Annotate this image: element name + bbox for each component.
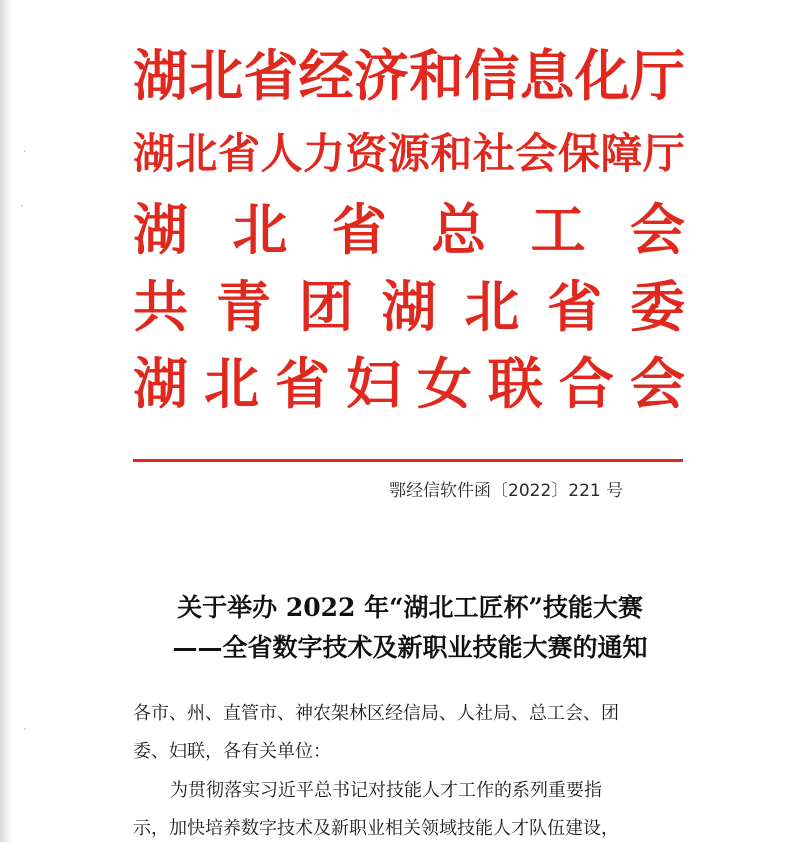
organization-char: 化 xyxy=(574,44,630,108)
organization-char: 委 xyxy=(629,275,685,339)
organization-char: 联 xyxy=(487,352,543,416)
organization-char: 保 xyxy=(557,129,600,178)
organization-char: 资 xyxy=(345,129,388,178)
organization-char: 源 xyxy=(387,129,430,178)
organization-char: 人 xyxy=(260,129,303,178)
organization-char: 湖 xyxy=(133,44,189,108)
organization-char: 厅 xyxy=(642,129,685,178)
organization-char: 总 xyxy=(431,198,487,262)
organization-char: 息 xyxy=(519,44,575,108)
organization-name xyxy=(133,269,685,346)
organization-char: 厅 xyxy=(629,44,685,108)
body-text-line: 各市、州、直管市、神农架林区经信局、人社局、总工会、团 xyxy=(133,703,619,724)
organization-char: 会 xyxy=(629,352,685,416)
organization-char: 会 xyxy=(629,198,685,262)
organization-char: 女 xyxy=(416,352,472,416)
organization-char: 社 xyxy=(472,129,515,178)
organization-char: 青 xyxy=(215,275,271,339)
body-text-line: 为贯彻落实习近平总书记对技能人才工作的系列重要指 xyxy=(170,780,602,801)
organization-char: 团 xyxy=(298,275,354,339)
organization-char: 省 xyxy=(547,275,603,339)
organization-char: 北 xyxy=(188,44,244,108)
organization-char: 北 xyxy=(175,129,218,178)
document-title-line-2: ——全省数字技术及新职业技能大赛的通知 xyxy=(172,633,648,662)
issuing-organizations xyxy=(133,38,685,423)
organization-char: 共 xyxy=(133,275,189,339)
margin-speck: ˊ xyxy=(22,150,27,161)
organization-char: 北 xyxy=(464,275,520,339)
organization-char: 北 xyxy=(203,352,259,416)
organization-char: 省 xyxy=(217,129,260,178)
organization-char: 北 xyxy=(232,198,288,262)
organization-char: 湖 xyxy=(133,352,189,416)
margin-speck: ˎ xyxy=(20,196,25,207)
organization-char: 湖 xyxy=(381,275,437,339)
organization-name xyxy=(133,38,685,115)
body-text-line: 示，加快培养数字技术及新职业相关领域技能人才队伍建设， xyxy=(133,818,619,839)
organization-char: 力 xyxy=(302,129,345,178)
organization-char: 湖 xyxy=(133,198,189,262)
margin-speck: ˊ xyxy=(22,728,27,739)
organization-char: 和 xyxy=(409,44,465,108)
organization-name xyxy=(133,192,685,269)
page-edge-shadow xyxy=(0,0,14,842)
document-number: 鄂经信软件函〔2022〕221 号 xyxy=(389,481,624,501)
organization-char: 妇 xyxy=(345,352,401,416)
organization-name xyxy=(133,115,685,192)
organization-char: 信 xyxy=(464,44,520,108)
document-title-line-1: 关于举办 2022 年“湖北工匠杯”技能大赛 xyxy=(177,593,643,622)
organization-char: 省 xyxy=(331,198,387,262)
organization-char: 合 xyxy=(558,352,614,416)
organization-char: 经 xyxy=(298,44,354,108)
organization-char: 济 xyxy=(353,44,409,108)
organization-name xyxy=(133,346,685,423)
organization-char: 省 xyxy=(243,44,299,108)
organization-char: 工 xyxy=(530,198,586,262)
header-divider-rule xyxy=(133,459,683,462)
organization-char: 障 xyxy=(600,129,643,178)
organization-char: 省 xyxy=(274,352,330,416)
body-text-line: 委、妇联，各有关单位： xyxy=(133,741,331,762)
organization-char: 湖 xyxy=(133,129,176,178)
organization-char: 和 xyxy=(430,129,473,178)
organization-char: 会 xyxy=(515,129,558,178)
